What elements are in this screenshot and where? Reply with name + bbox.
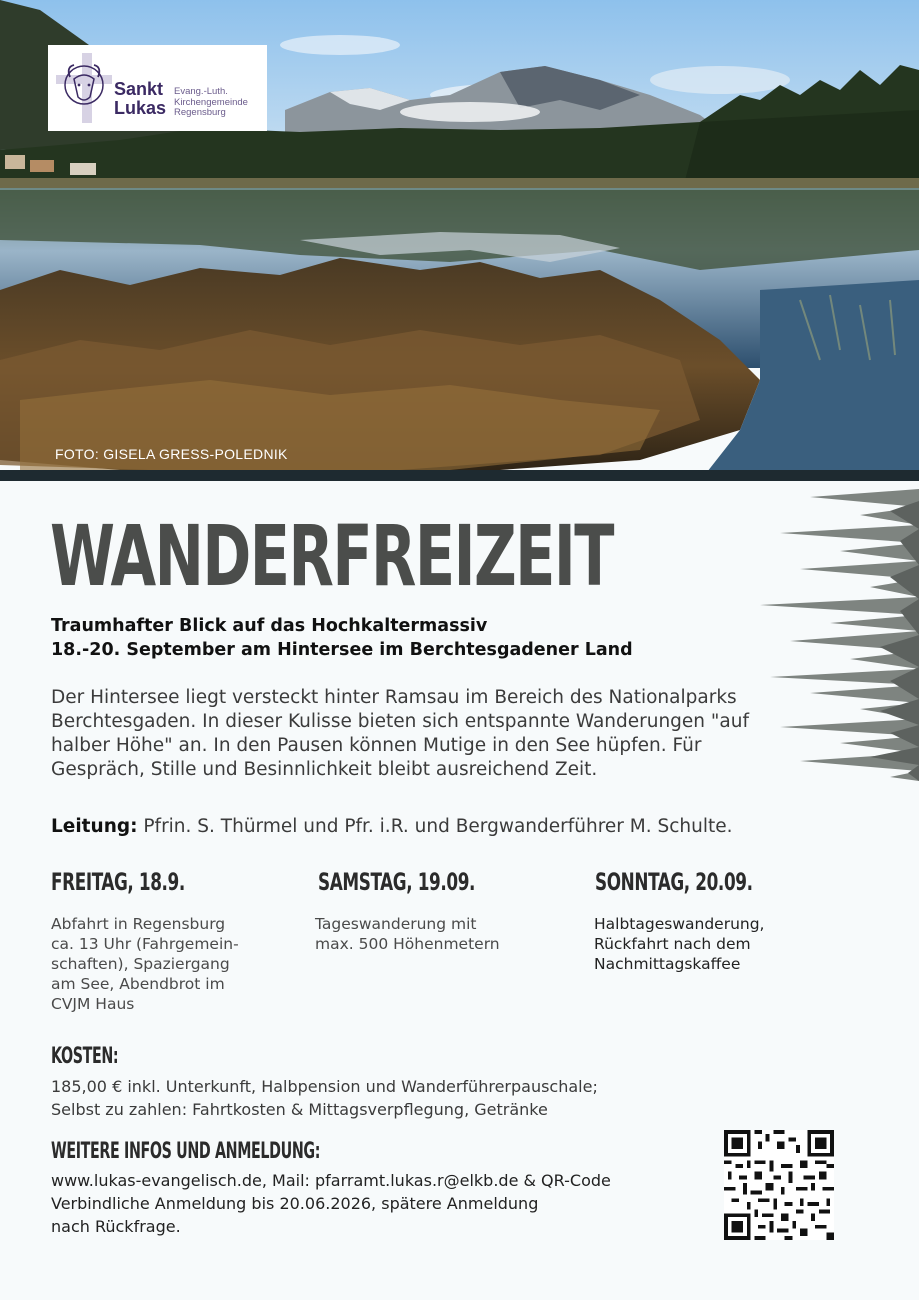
day-text-line: Rückfahrt nach dem	[594, 935, 751, 953]
intro-line: Der Hintersee liegt versteckt hinter Ramsau im Bereich des Nationalparks	[51, 687, 737, 708]
day-text-line: Tageswanderung mit	[315, 915, 477, 933]
leitung-line	[51, 816, 733, 837]
logo-subtitle	[174, 87, 269, 119]
day-text-sunday	[594, 914, 834, 974]
logo-name-line1: Sankt	[114, 79, 164, 99]
day-text-line: schaften), Spaziergang	[51, 955, 230, 973]
ox-symbol-icon	[56, 53, 112, 123]
day-text-line: Abfahrt in Regensburg	[51, 915, 226, 933]
intro-line: Gespräch, Stille und Besinnlichkeit bleibt ausreichend Zeit.	[51, 759, 598, 780]
intro-paragraph	[51, 686, 851, 782]
intro-line: halber Höhe" an. In den Pausen können Mutige in den See hüpfen. Für	[51, 735, 702, 756]
day-text-line: am See, Abendbrot im	[51, 975, 225, 993]
intro-line: Berchtesgaden. In dieser Kulisse bieten sich entspannte Wanderungen "auf	[51, 711, 749, 732]
infos-heading: WEITERE INFOS UND ANMELDUNG:	[51, 1139, 321, 1164]
day-text-line: Halbtageswanderung,	[594, 915, 765, 933]
subtitle-line2: 18.-20. September am Hintersee im Berchtesgadener Land	[51, 640, 633, 660]
infos-line: nach Rückfrage.	[51, 1217, 181, 1236]
qr-code-icon[interactable]	[724, 1130, 834, 1240]
kosten-text	[51, 1075, 598, 1121]
infos-text	[51, 1169, 611, 1238]
kosten-line: Selbst zu zahlen: Fahrtkosten & Mittagsverpflegung, Getränke	[51, 1100, 548, 1119]
day-text-saturday	[315, 914, 555, 954]
logo-sub-line: Kirchengemeinde	[174, 96, 248, 108]
leitung-label: Leitung:	[51, 816, 138, 837]
day-text-line: CVJM Haus	[51, 995, 135, 1013]
day-heading-saturday: SAMSTAG, 19.09.	[318, 868, 476, 896]
leitung-text: Pfrin. S. Thürmel und Pfr. i.R. und Bergwanderführer M. Schulte.	[137, 816, 733, 837]
day-heading-friday: FREITAG, 18.9.	[51, 868, 185, 896]
logo-name-line2: Lukas	[114, 98, 167, 118]
day-text-line: Nachmittagskaffee	[594, 955, 741, 973]
day-heading-sunday: SONNTAG, 20.09.	[595, 868, 753, 896]
day-text-line: max. 500 Höhenmetern	[315, 935, 500, 953]
page-title: WANDERFREIZEIT	[50, 507, 613, 605]
kosten-heading: KOSTEN:	[51, 1044, 119, 1069]
kosten-line: 185,00 € inkl. Unterkunft, Halbpension und Wanderführerpauschale;	[51, 1077, 598, 1096]
infos-line: Verbindliche Anmeldung bis 20.06.2026, spätere Anmeldung	[51, 1194, 539, 1213]
subtitle-line1: Traumhafter Blick auf das Hochkaltermassiv	[51, 616, 488, 636]
day-text-friday	[51, 914, 291, 1014]
church-logo[interactable]	[48, 45, 267, 131]
logo-sub-line: Regensburg	[174, 107, 226, 118]
day-text-line: ca. 13 Uhr (Fahrgemein-	[51, 935, 239, 953]
logo-sub-line: Evang.-Luth.	[174, 86, 228, 97]
infos-line[interactable]: www.lukas-evangelisch.de, Mail: pfarramt.lukas.r@elkb.de & QR-Code	[51, 1171, 611, 1190]
photo-credit: FOTO: GISELA GRESS-POLEDNIK	[55, 446, 288, 462]
